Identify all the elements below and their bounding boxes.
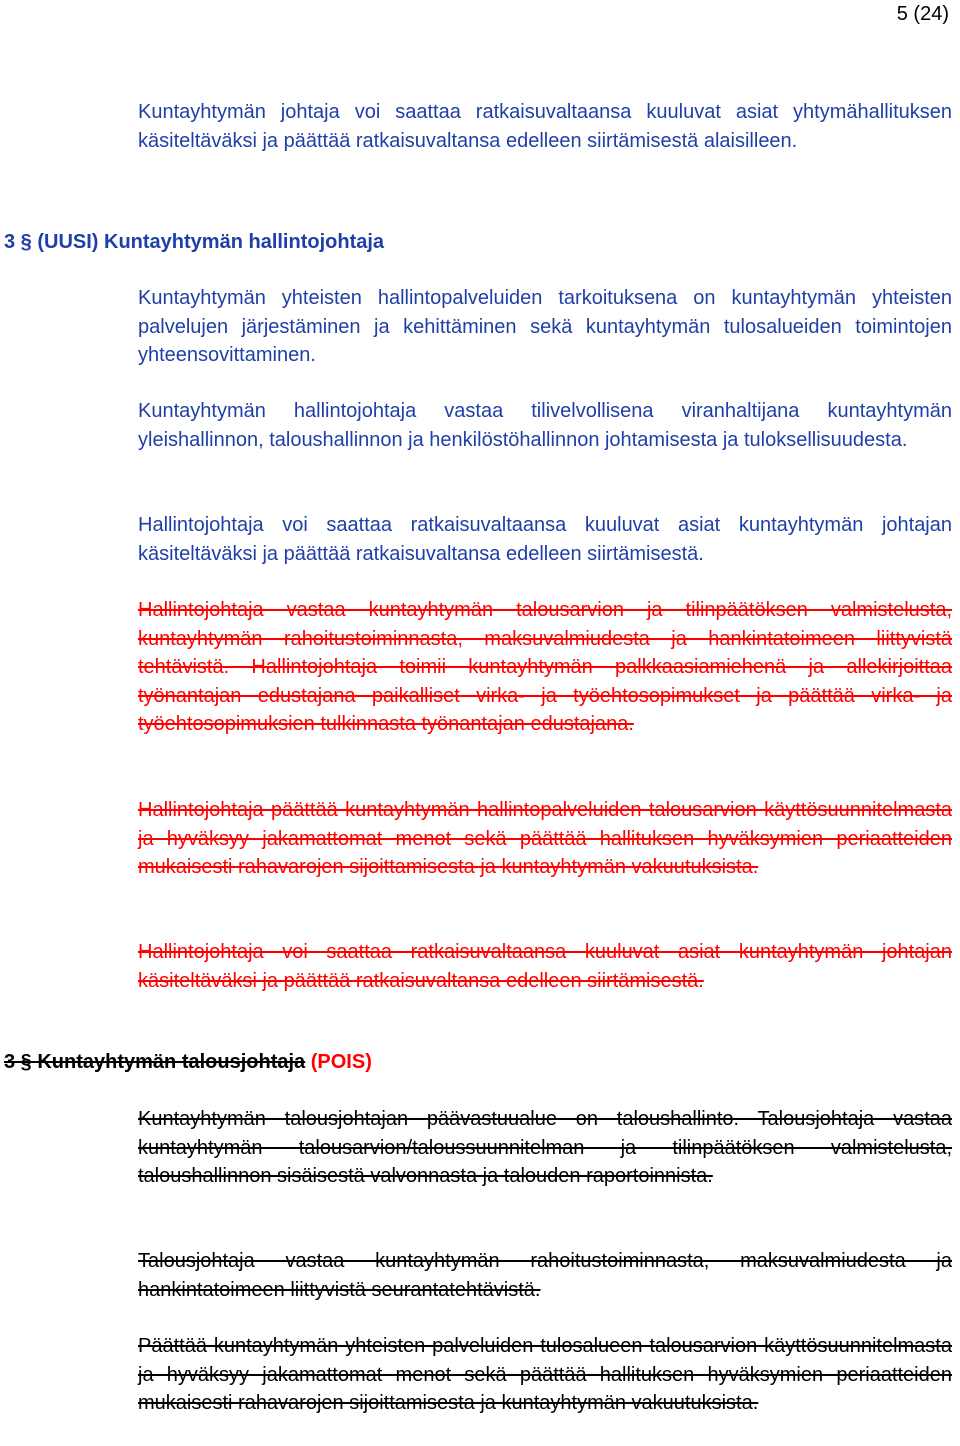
struck-paragraph-budget: Hallintojohtaja vastaa kuntayhtymän talousarvion ja tilinpäätöksen valmistelusta, kuntayhtymän rahoitustoiminnasta, maksuvalmiudesta ja hankintatoimeen liittyvistä tehtävistä. Hallintojohtaja toimii kuntayhtymän palkkaasiamiehenä ja allekirjoittaa työnantajan edustajana paikalliset virka- ja työehtosopimukset ja päättää virka- ja työehtosopimuksien tulkinnasta työnantajan edustajana.	[138, 599, 952, 736]
intro-paragraph: Kuntayhtymän johtaja voi saattaa ratkaisuvaltaansa kuuluvat asiat yhtymähallituksen käsiteltäväksi ja päättää ratkaisuvaltansa edelleen siirtämisestä alaisilleen.	[138, 101, 952, 152]
removed-paragraph-responsibility: Kuntayhtymän talousjohtajan päävastuualue on taloushallinto. Talousjohtaja vastaa kuntayhtymän talousarvion/taloussuunnitelman ja tilinpäätöksen valmistelusta, taloushallinnon sisäisestä valvonnasta ja talouden raportoinnista.	[138, 1108, 952, 1188]
removed-paragraph-finance: Talousjohtaja vastaa kuntayhtymän rahoitustoiminnasta, maksuvalmiudesta ja hankintatoimeen liittyvistä seurantatehtävistä.	[138, 1250, 952, 1301]
removed-paragraph-usage-plan: Päättää kuntayhtymän yhteisten palveluiden tulosalueen talousarvion käyttösuunnitelmasta ja hyväksyy jakamattomat menot sekä päättää hallituksen hyväksymien periaatteiden mukaisesti rahavarojen sijoittamisesta ja kuntayhtymän vakuutuksista.	[138, 1335, 952, 1415]
removed-tag: (POIS)	[310, 1051, 372, 1073]
page-number: 5 (24)	[896, 3, 949, 25]
new-paragraph-delegation: Hallintojohtaja voi saattaa ratkaisuvaltaansa kuuluvat asiat kuntayhtymän johtajan käsiteltäväksi ja päättää ratkaisuvaltansa edelleen siirtämisestä.	[138, 514, 952, 565]
struck-paragraph-delegation: Hallintojohtaja voi saattaa ratkaisuvaltaansa kuuluvat asiat kuntayhtymän johtajan käsiteltäväksi ja päättää ratkaisuvaltansa edelleen siirtämisestä.	[138, 941, 952, 992]
removed-heading-text: 3 § Kuntayhtymän talousjohtaja	[4, 1051, 306, 1073]
new-paragraph-responsibility: Kuntayhtymän hallintojohtaja vastaa tilivelvollisena viranhaltijana kuntayhtymän yleishallinnon, taloushallinnon ja henkilöstöhallinnon johtamisesta ja tuloksellisuudesta.	[138, 400, 952, 451]
struck-paragraph-usage-plan: Hallintojohtaja päättää kuntayhtymän hallintopalveluiden talousarvion käyttösuunnitelmasta ja hyväksyy jakamattomat menot sekä päättää hallituksen hyväksymien periaatteiden mukaisesti rahavarojen sijoittamisesta ja kuntayhtymän vakuutuksista.	[138, 799, 952, 879]
section-heading-new: 3 § (UUSI) Kuntayhtymän hallintojohtaja	[4, 231, 385, 253]
new-paragraph-purpose: Kuntayhtymän yhteisten hallintopalveluiden tarkoituksena on kuntayhtymän yhteisten palvelujen järjestäminen ja kehittäminen sekä kuntayhtymän tulosalueiden toimintojen yhteensovittaminen.	[138, 287, 952, 367]
section-heading-removed	[4, 1048, 372, 1076]
